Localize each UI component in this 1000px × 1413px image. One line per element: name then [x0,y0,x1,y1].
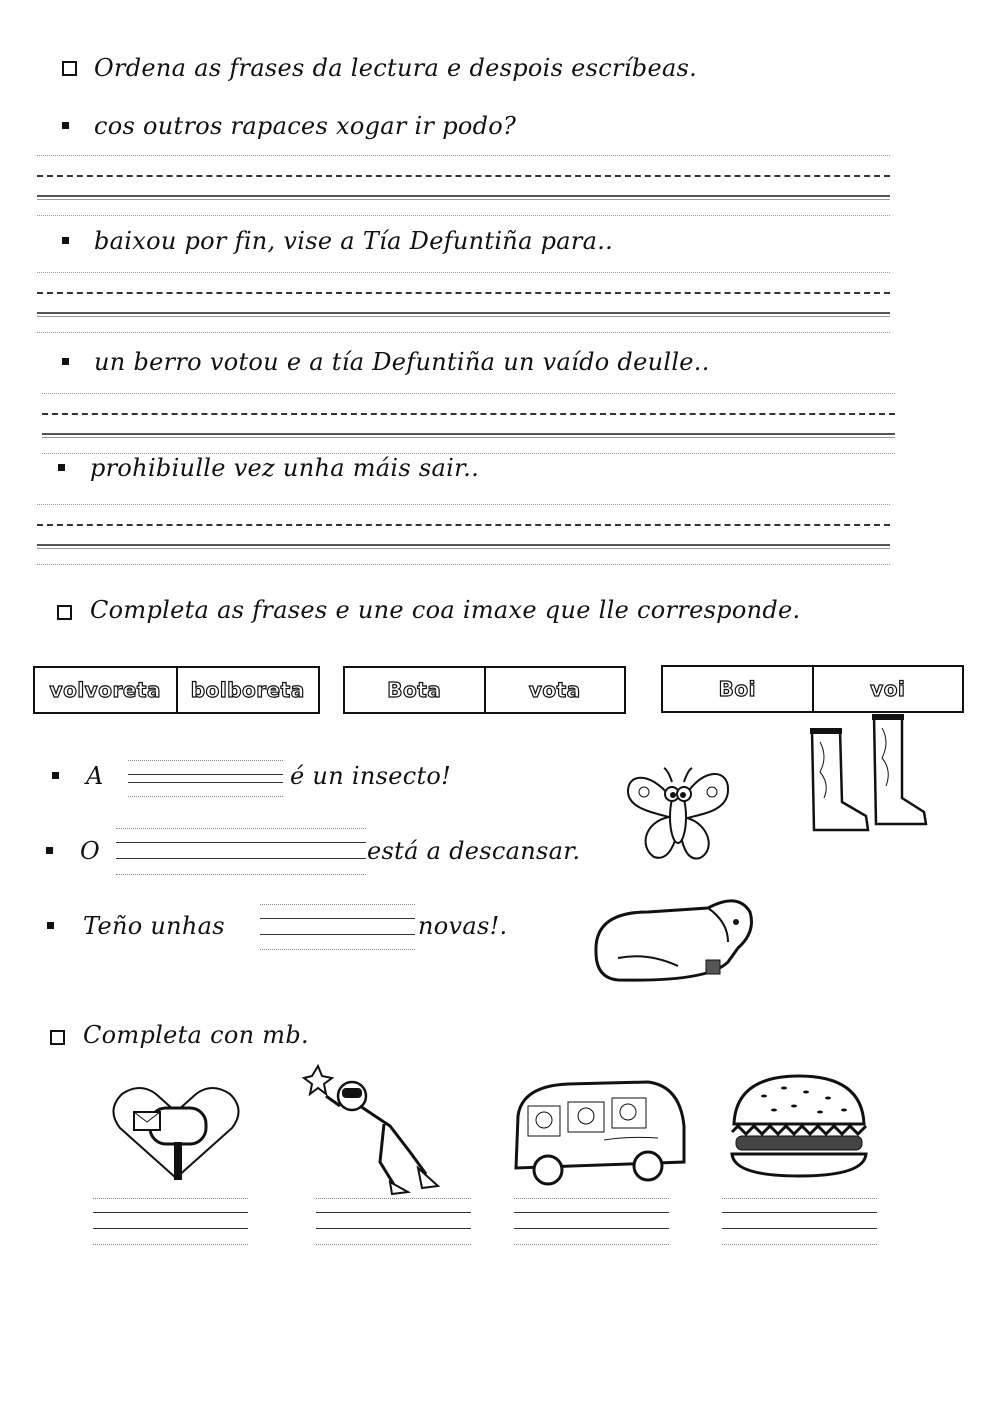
section-checkbox-icon [62,61,77,76]
mb-blank-bus[interactable] [514,1198,669,1246]
sentence-3-after: novas!. [418,912,508,940]
word-option[interactable]: Bota [387,678,442,702]
bullet-icon [62,122,69,129]
writing-lines-1[interactable] [37,155,890,217]
bullet-icon [47,922,54,929]
word-option[interactable]: bolboreta [176,668,319,712]
school-bus-picture[interactable] [508,1076,688,1188]
writing-lines-3[interactable] [42,393,895,455]
sentence-3-before: Teño unhas [83,912,225,940]
bullet-icon [62,237,69,244]
ox-picture[interactable] [588,882,758,990]
mailbox-picture[interactable] [110,1082,242,1182]
diver-picture[interactable] [300,1062,440,1196]
sentence-1-before: A [86,762,104,790]
word-option[interactable]: Boi [718,677,756,701]
sentence-item-3: un berro votou e a tía Defuntiña un vaído deulle.. [94,348,710,376]
section2-title: Completa as frases e une coa imaxe que lle corresponde. [90,596,801,624]
mb-blank-mailbox[interactable] [93,1198,248,1246]
word-option[interactable]: voi [812,667,963,711]
writing-lines-4[interactable] [37,504,890,566]
section3-title: Completa con mb. [83,1021,309,1049]
blank-input-1[interactable] [128,760,283,798]
bullet-icon [46,847,53,854]
sentence-item-1: cos outros rapaces xogar ir podo? [94,112,517,140]
section1-title: Ordena as frases da lectura e despois escríbeas. [94,54,698,82]
word-option[interactable]: volvoreta [49,678,161,702]
blank-input-2[interactable] [116,828,366,876]
sentence-1-after: é un insecto! [290,762,452,790]
writing-lines-2[interactable] [37,272,890,334]
hamburger-picture[interactable] [724,1072,874,1180]
butterfly-picture[interactable] [624,762,732,866]
mb-blank-hamburger[interactable] [722,1198,877,1246]
word-option[interactable]: vota [484,668,625,712]
word-pair-3 [661,665,964,713]
blank-input-3[interactable] [260,904,415,950]
mb-blank-diver[interactable] [316,1198,471,1246]
sentence-item-2: baixou por fin, vise a Tía Defuntiña para.. [94,227,614,255]
sentence-2-after: está a descansar. [367,837,581,865]
section-checkbox-icon [50,1030,65,1045]
bullet-icon [62,358,69,365]
boots-picture[interactable] [806,712,930,838]
sentence-2-before: O [80,837,100,865]
word-pair-2 [343,666,626,714]
bullet-icon [52,772,59,779]
bullet-icon [58,464,65,471]
section-checkbox-icon [57,605,72,620]
word-pair-1 [33,666,320,714]
sentence-item-4: prohibiulle vez unha máis sair.. [90,454,480,482]
